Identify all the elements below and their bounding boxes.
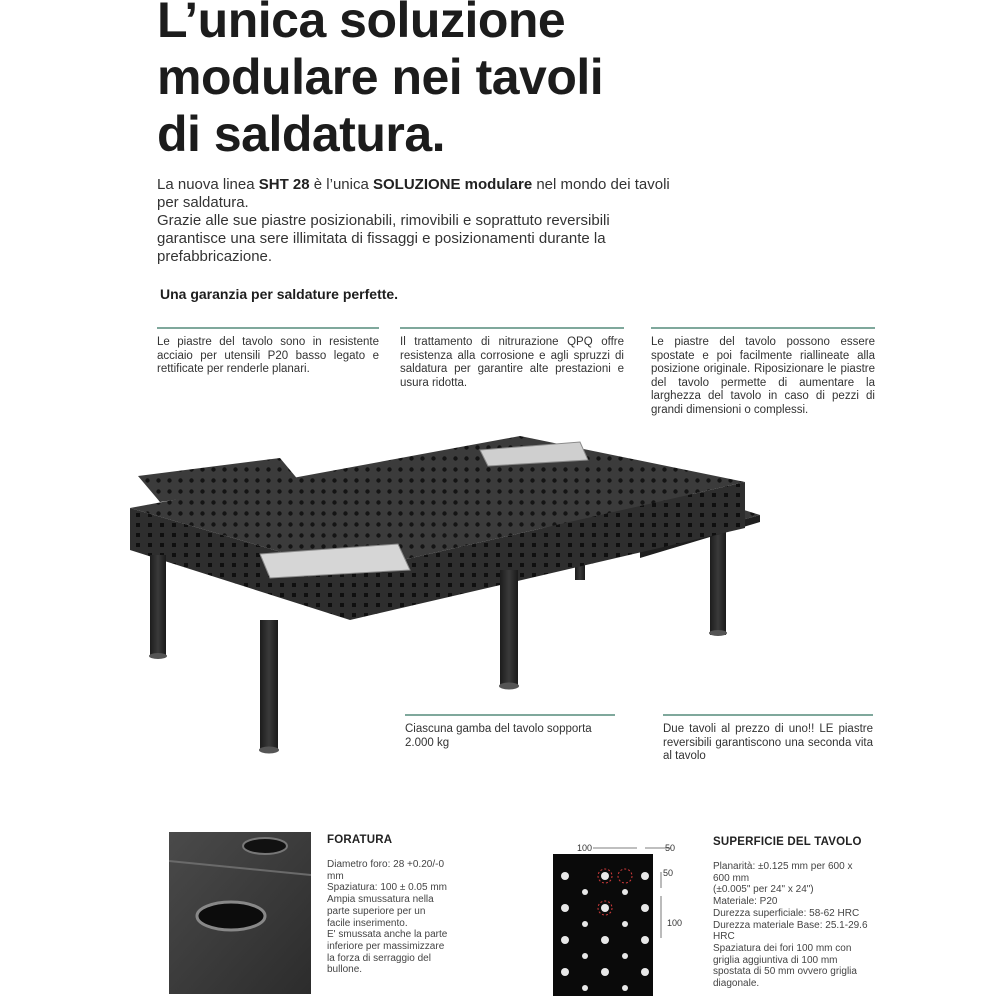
table-leg: [150, 555, 166, 655]
feature-nitriding: Il trattamento di nitrurazione QPQ offre resistenza alla corrosione e agli spruzzi di saldatura per garantire alte prestazioni e usura ridotta.: [400, 336, 624, 389]
spec-line: Durezza materiale Base: 25.1-29.6: [713, 919, 868, 931]
dimension-label-right-bottom: 100: [667, 918, 683, 928]
spec-line: mm: [327, 870, 344, 882]
spec-line: Spaziatura: 100 ± 0.05 mm: [327, 882, 447, 894]
spec-line: Ampia smussatura nella: [327, 894, 434, 906]
divider-rule: [663, 714, 873, 716]
intro-paragraph-1: [157, 176, 677, 212]
foratura-specs: [327, 859, 477, 976]
headline-line-2: modulare nei tavoli: [157, 49, 604, 105]
spec-line: griglia aggiuntiva di 100 mm: [713, 954, 838, 966]
leg-foot: [259, 747, 279, 754]
hole: [197, 902, 265, 930]
spec-line: Diametro foro: 28 +0.20/-0: [327, 859, 445, 870]
foratura-title: FORATURA: [327, 834, 393, 846]
dimension-label-top-right: 50: [665, 843, 676, 853]
headline-line-1: L’unica soluzione: [157, 0, 566, 48]
intro-text-part: nel mondo dei tavoli per saldatura.: [157, 176, 670, 211]
guarantee-heading: Una garanzia per saldature perfette.: [160, 286, 399, 302]
spec-line: 600 mm: [713, 872, 750, 884]
intro-text-part: La nuova linea: [157, 176, 259, 193]
spec-line: inferiore per massimizzare: [327, 940, 445, 952]
spec-line: E' smussata anche la parte: [327, 929, 448, 941]
superficie-specs: [713, 861, 888, 990]
spec-line: bullone.: [327, 964, 363, 976]
headline: [157, 0, 717, 163]
table-leg: [260, 620, 278, 750]
intro-text-part: è l’unica: [309, 176, 373, 193]
hole-pattern-diagram: [553, 832, 693, 996]
feature-repositioning: Le piastre del tavolo possono essere spostate e poi facilmente riallineate alla posizione originale. Riposizionare le piastre del tavolo permette di aumentare la larghezza del tavolo in caso di pezzi di grandi dimensioni o complessi.: [651, 336, 875, 416]
feature-leg-load: Ciascuna gamba del tavolo sopporta 2.000 kg: [405, 723, 592, 749]
spec-line: Durezza superficiale: 58-62 HRC: [713, 907, 860, 919]
spec-line: (±0.005" per 24" x 24"): [713, 884, 814, 896]
spec-line: parte superiore per un: [327, 905, 426, 917]
spec-line: HRC: [713, 931, 735, 943]
leg-foot: [499, 683, 519, 690]
feature-plates-material: Le piastre del tavolo sono in resistente acciaio per utensili P20 basso legato e rettificate per renderle planari.: [157, 336, 379, 375]
hole-closeup-image: [169, 832, 311, 994]
superficie-title: SUPERFICIE DEL TAVOLO: [713, 836, 862, 848]
solution-highlight: SOLUZIONE modulare: [372, 176, 533, 193]
spec-line: Materiale: P20: [713, 896, 778, 908]
divider-rule: [651, 327, 875, 329]
spec-line: Planarità: ±0.125 mm per 600 x: [713, 861, 853, 872]
feature-reversible: Due tavoli al prezzo di uno!! LE piastre reversibili garantiscono una seconda vita al tavolo: [663, 723, 873, 762]
spec-line: Spaziatura dei fori 100 mm con: [713, 942, 852, 954]
intro-text: [157, 176, 677, 266]
leg-foot: [149, 653, 167, 659]
hole: [243, 838, 287, 854]
divider-rule: [400, 327, 624, 329]
spec-line: la forza di serraggio del: [327, 952, 431, 964]
dimension-label-top-left: 100: [577, 843, 593, 853]
welding-table-image: [120, 420, 780, 760]
divider-rule: [405, 714, 615, 716]
spec-line: diagonale.: [713, 978, 760, 990]
table-leg: [500, 570, 518, 685]
model-name: SHT 28: [258, 176, 310, 193]
intro-paragraph-2: Grazie alle sue piastre posizionabili, rimovibili e soprattuto reversibili garantisce una sere illimitata di fissaggi e posizionamenti durante la prefabbricazione.: [157, 212, 610, 265]
spec-line: facile inserimento.: [327, 917, 408, 929]
divider-rule: [157, 327, 379, 329]
headline-line-3: di saldatura.: [157, 106, 446, 162]
dimension-label-right-top: 50: [663, 868, 674, 878]
leg-foot: [709, 630, 727, 636]
spec-line: spostata di 50 mm ovvero griglia: [713, 966, 857, 978]
